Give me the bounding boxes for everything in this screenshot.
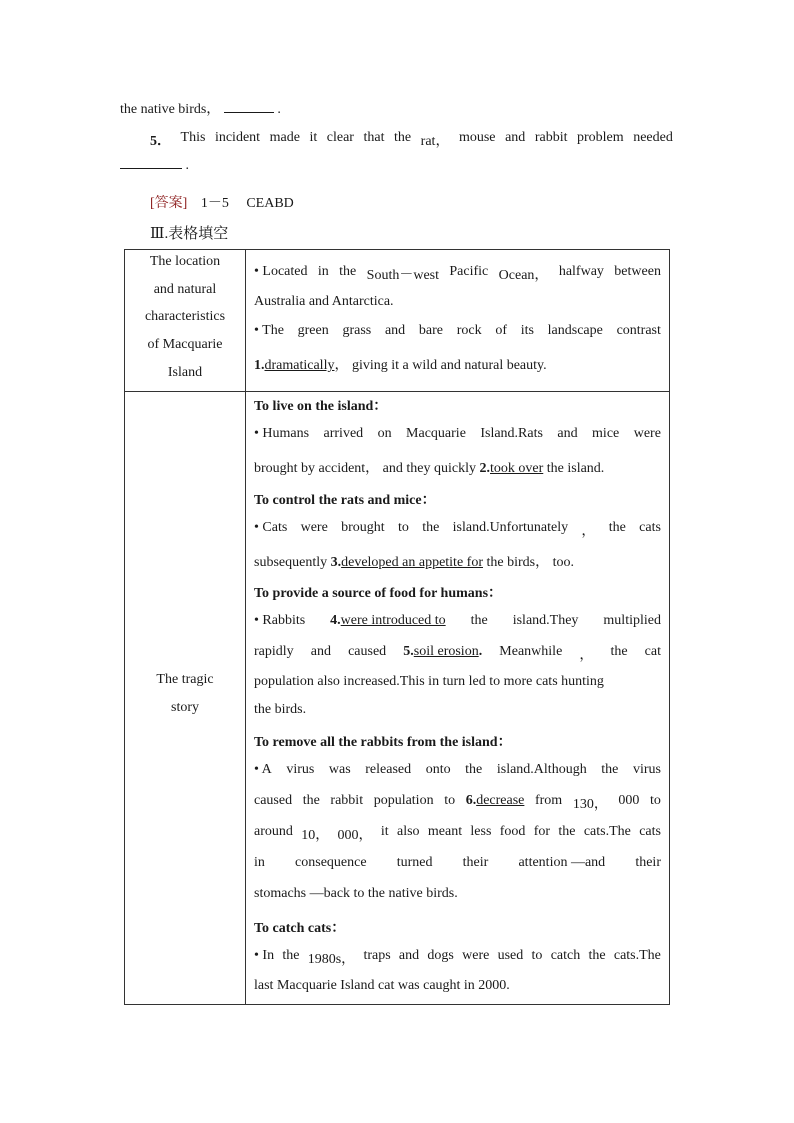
content-line: last Macquarie Island cat was caught in 2000. [254, 978, 510, 993]
question-5-blank-line [120, 158, 189, 174]
word: dogs [427, 948, 454, 963]
content-line [254, 762, 661, 778]
answer-blank [224, 112, 274, 113]
row-content-story [246, 392, 670, 1005]
answer-value: CEABD [246, 196, 294, 211]
content-text: ， giving it a wild and natural beauty. [334, 358, 547, 373]
word: the [470, 613, 488, 628]
prev-question-text: the native birds， [120, 102, 221, 117]
word: consequence [295, 855, 367, 870]
word: its [520, 323, 534, 338]
content-line [254, 551, 661, 571]
word: island.Although [496, 762, 587, 777]
answer-group [466, 793, 525, 813]
word: was [328, 762, 351, 777]
word: 130， [572, 797, 608, 812]
subheading-remove: To remove all the rabbits from the island： [254, 735, 512, 750]
word: were [300, 520, 328, 535]
word: ， [581, 524, 596, 539]
subheading-live: To live on the island： [254, 399, 388, 414]
prev-question-tail [120, 98, 281, 118]
word: halfway [558, 264, 604, 279]
word: and [310, 644, 331, 659]
content-line [254, 613, 661, 629]
word: the [339, 264, 357, 279]
word: Ocean， [498, 268, 549, 283]
word: • Located [254, 264, 308, 279]
word: rat， [420, 134, 450, 149]
filled-answer: dramatically [264, 358, 335, 373]
word: rabbit [534, 130, 568, 145]
word: population [373, 793, 434, 808]
answer-group [330, 613, 445, 629]
subheading-control: To control the rats and mice： [254, 493, 436, 508]
word: caused [254, 793, 293, 808]
word: caused [348, 644, 387, 659]
heading-line: story [171, 700, 199, 715]
word: rapidly [254, 644, 294, 659]
word: cats.The [583, 824, 631, 839]
word: the [610, 644, 628, 659]
answer-label: [答案] [150, 196, 188, 211]
content-line [254, 948, 661, 968]
word: and [398, 948, 420, 963]
word: • Rabbits [254, 613, 306, 628]
word: bare [418, 323, 443, 338]
answer-number: 5. [403, 644, 414, 659]
content-text: the birds， too. [483, 555, 574, 570]
heading-line: The location [149, 254, 221, 269]
word: brought [341, 520, 385, 535]
word: of [495, 323, 507, 338]
word: cats [639, 520, 661, 535]
word: problem [577, 130, 624, 145]
filled-answer: took over [490, 461, 544, 476]
row-heading-story [125, 392, 246, 1005]
word: it [380, 824, 389, 839]
word: to [398, 520, 409, 535]
filled-answer: were introduced to [340, 613, 446, 628]
word: food [499, 824, 526, 839]
table-row-location [125, 250, 670, 392]
word: incident [214, 130, 261, 145]
word: virus [286, 762, 315, 777]
word: between [614, 264, 661, 279]
word: cats.The [613, 948, 661, 963]
content-text: . [478, 644, 483, 659]
content-line [254, 824, 661, 844]
answer-key-line [150, 192, 294, 212]
word: This [180, 130, 206, 145]
word: • Cats [254, 520, 288, 535]
word: cats [639, 824, 661, 839]
word: rabbit [330, 793, 364, 808]
heading-line: of Macquarie [147, 337, 223, 352]
word: catch [550, 948, 581, 963]
table-row-story [125, 392, 670, 1005]
prev-question-end: . [277, 102, 281, 117]
word: on [377, 426, 392, 441]
word: it [309, 130, 318, 145]
subheading-provide: To provide a source of food for humans： [254, 586, 503, 601]
word: • In [254, 948, 275, 963]
question-number: 5． [150, 134, 171, 149]
content-line [254, 520, 661, 540]
word: to [444, 793, 456, 808]
word: that [363, 130, 385, 145]
content-line: population also increased.This in turn led to more cats hunting [254, 674, 604, 689]
word: the [465, 762, 483, 777]
content-line: Australia and Antarctica. [254, 294, 394, 309]
word: Macquarie [406, 426, 466, 441]
word: 000， [337, 828, 373, 843]
word: 1980s， [307, 952, 356, 967]
content-line: the birds. [254, 702, 307, 717]
word: mice [592, 426, 620, 441]
word: around [254, 824, 293, 839]
word: the [601, 762, 619, 777]
word: • Humans [254, 426, 310, 441]
word: Meanwhile [499, 644, 563, 659]
word: South－west [366, 268, 439, 283]
word: virus [632, 762, 661, 777]
word: attention —and [518, 855, 606, 870]
heading-line: and natural [153, 282, 217, 297]
content-text: the island. [543, 461, 605, 476]
answer-number: 2. [479, 461, 490, 476]
word: to [650, 793, 661, 808]
word: ， [579, 648, 594, 663]
word: the [422, 520, 440, 535]
word: onto [425, 762, 451, 777]
content-line [254, 264, 661, 284]
content-line [254, 793, 661, 813]
word: clear [326, 130, 354, 145]
answer-number: 3. [330, 555, 342, 570]
word: meant [427, 824, 463, 839]
section-title: Ⅲ.表格填空 [150, 226, 229, 242]
word: grass [342, 323, 372, 338]
word: 10， [301, 828, 330, 843]
word: island.Unfortunately [452, 520, 569, 535]
fill-in-table [124, 249, 670, 1005]
filled-answer: developed an appetite for [341, 555, 483, 570]
content-line: stomachs —back to the native birds. [254, 886, 458, 901]
word: in [254, 855, 265, 870]
word: their [635, 855, 661, 870]
word: were [462, 948, 490, 963]
word: the [558, 824, 576, 839]
answer-blank [120, 168, 182, 169]
word: were [633, 426, 661, 441]
word: the [302, 793, 320, 808]
answer-range: 1－5 [200, 196, 229, 211]
word: 000 [618, 793, 640, 808]
heading-line: characteristics [144, 309, 226, 324]
word: the [588, 948, 606, 963]
heading-line: Island [167, 365, 203, 380]
question-5-end: . [185, 158, 189, 173]
word: the [394, 130, 412, 145]
word: the [282, 948, 300, 963]
answer-number: 4. [330, 613, 341, 628]
content-line [254, 644, 661, 664]
content-line [254, 354, 661, 374]
word: cat [644, 644, 661, 659]
word: Island.Rats [480, 426, 543, 441]
content-line [254, 323, 661, 339]
word: island.They [512, 613, 579, 628]
word: turned [396, 855, 433, 870]
word: green [297, 323, 329, 338]
word: landscape [547, 323, 603, 338]
content-text: subsequently [254, 555, 331, 570]
word: • The [254, 323, 284, 338]
word: and [557, 426, 578, 441]
row-content-location [246, 250, 670, 392]
answer-group [403, 644, 482, 664]
answer-number: 1. [254, 358, 265, 373]
content-line [254, 426, 661, 442]
question-5 [150, 130, 673, 150]
word: mouse [458, 130, 496, 145]
word: the [608, 520, 626, 535]
heading-line: The tragic [156, 672, 214, 687]
content-line [254, 457, 661, 477]
content-line [254, 855, 661, 871]
word: also [396, 824, 420, 839]
word: rock [456, 323, 482, 338]
word: less [470, 824, 492, 839]
word: used [497, 948, 524, 963]
answer-number: 6. [465, 793, 477, 808]
word: multiplied [603, 613, 661, 628]
content-text: brought by accident， and they quickly [254, 461, 480, 476]
word: • A [254, 762, 272, 777]
word: traps [363, 948, 391, 963]
word: from [534, 793, 563, 808]
word: released [365, 762, 412, 777]
word: in [317, 264, 329, 279]
word: their [462, 855, 489, 870]
word: arrived [323, 426, 364, 441]
filled-answer: decrease [476, 793, 525, 808]
word: to [531, 948, 543, 963]
row-heading-location [125, 250, 246, 392]
word: for [533, 824, 551, 839]
word: needed [633, 130, 673, 145]
word: and [384, 323, 406, 338]
word: contrast [616, 323, 661, 338]
word: made [269, 130, 300, 145]
word: and [505, 130, 526, 145]
word: Pacific [449, 264, 489, 279]
filled-answer: soil erosion [413, 644, 479, 659]
subheading-catch: To catch cats： [254, 921, 346, 936]
